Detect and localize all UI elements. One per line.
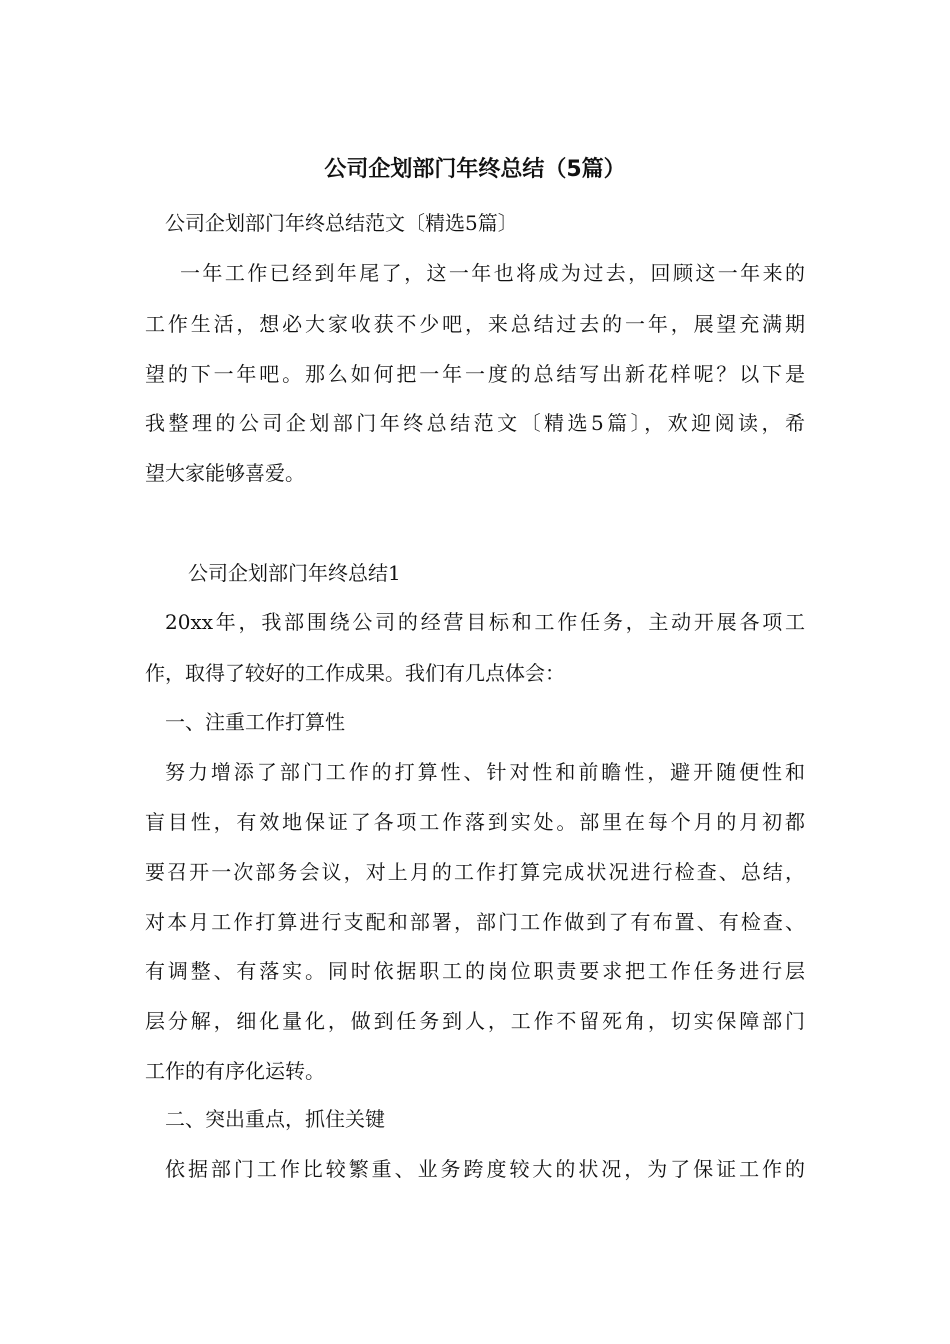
- document-subtitle: 公司企划部门年终总结范文〔精选5篇〕: [165, 211, 518, 235]
- paragraph-line: 工作的有序化运转。: [145, 1059, 325, 1083]
- paragraph-line: 层分解，细化量化，做到任务到人，工作不留死角，切实保障部门: [145, 1009, 805, 1033]
- paragraph-line: 盲目性，有效地保证了各项工作落到实处。部里在每个月的月初都: [145, 810, 805, 834]
- document-title: 公司企划部门年终总结（5篇）: [324, 157, 626, 182]
- intro-line: 工作生活，想必大家收获不少吧，来总结过去的一年，展望充满期: [145, 312, 805, 336]
- intro-line: 望大家能够喜爱。: [145, 461, 305, 485]
- paragraph-line: 20xx年，我部围绕公司的经营目标和工作任务，主动开展各项工: [165, 610, 805, 634]
- paragraph-line: 努力增添了部门工作的打算性、针对性和前瞻性，避开随便性和: [165, 760, 805, 784]
- intro-line: 一年工作已经到年尾了，这一年也将成为过去，回顾这一年来的: [180, 261, 805, 285]
- paragraph-line: 有调整、有落实。同时依据职工的岗位职责要求把工作任务进行层: [145, 959, 805, 983]
- intro-line: 我整理的公司企划部门年终总结范文〔精选5篇〕，欢迎阅读，希: [145, 411, 805, 435]
- point-heading: 一、注重工作打算性: [165, 710, 345, 734]
- section-heading: 公司企划部门年终总结1: [188, 561, 401, 585]
- paragraph-line: 对本月工作打算进行支配和部署，部门工作做到了有布置、有检查、: [145, 910, 805, 934]
- point-heading: 二、突出重点，抓住关键: [165, 1107, 385, 1131]
- paragraph-line: 依据部门工作比较繁重、业务跨度较大的状况，为了保证工作的: [165, 1157, 805, 1181]
- paragraph-line: 要召开一次部务会议，对上月的工作打算完成状况进行检查、总结，: [145, 860, 805, 884]
- intro-line: 望的下一年吧。那么如何把一年一度的总结写出新花样呢？以下是: [145, 362, 805, 386]
- paragraph-line: 作，取得了较好的工作成果。我们有几点体会：: [145, 661, 565, 685]
